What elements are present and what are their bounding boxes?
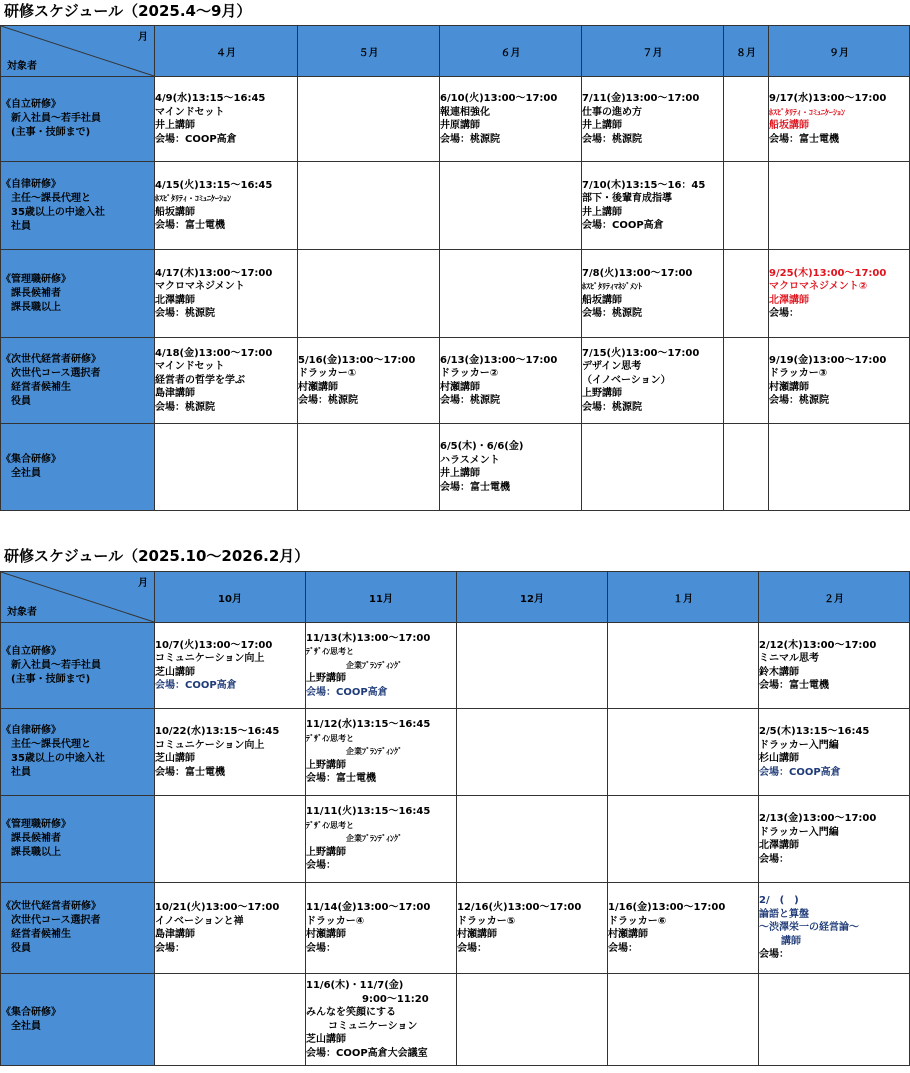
schedule-cell: 6/5(木)・6/6(金) ハラスメント 井上講師 会場：富士電機 xyxy=(440,424,582,511)
schedule-cell: 7/10(木)13:15〜16：45 部下・後輩育成指導 井上講師 会場：COOP高倉 xyxy=(582,162,724,250)
month-header: ５月 xyxy=(298,26,440,77)
schedule-cell: 11/12(水)13:15〜16:45 ﾃﾞｻﾞｲﾝ思考と 企業ﾌﾞﾗﾝﾃﾞｨﾝｸﾞ 上野講師 会場：富士電機 xyxy=(306,709,457,796)
schedule-cell: 12/16(火)13:00〜17:00 ドラッカー⑤ 村瀬講師 会場： xyxy=(457,883,608,974)
schedule-cell-empty xyxy=(608,796,759,883)
schedule-cell: 9/25(木)13:00〜17:00 マクロマネジメント② 北澤講師 会場： xyxy=(769,250,910,338)
corner-header xyxy=(1,572,155,623)
category-cell: 《管理職研修》 課長候補者 課長職以上 xyxy=(1,250,155,338)
category-cell: 《集合研修》 全社員 xyxy=(1,424,155,511)
month-header: ９月 xyxy=(769,26,910,77)
schedule2-table xyxy=(0,571,910,1066)
schedule1-title: 研修スケジュール（2025.4〜9月） xyxy=(4,2,252,20)
schedule-cell: 5/16(金)13:00〜17:00 ドラッカー① 村瀬講師 会場：桃源院 xyxy=(298,338,440,424)
schedule-cell-empty xyxy=(457,709,608,796)
schedule-cell: 11/13(木)13:00〜17:00 ﾃﾞｻﾞｲﾝ思考と 企業ﾌﾞﾗﾝﾃﾞｨﾝｸﾞ 上野講師 会場：COOP高倉 xyxy=(306,623,457,709)
corner-target-label: 対象者 xyxy=(7,607,37,618)
schedule-cell-empty xyxy=(298,162,440,250)
schedule-cell: 7/11(金)13:00〜17:00 仕事の進め方 井上講師 会場：桃源院 xyxy=(582,77,724,162)
month-header: 11月 xyxy=(306,572,457,623)
schedule-cell: 6/10(火)13:00〜17:00 報連相強化 井原講師 会場：桃源院 xyxy=(440,77,582,162)
schedule-cell: 2/12(木)13:00〜17:00 ミニマル思考 鈴木講師 会場：富士電機 xyxy=(759,623,910,709)
table-header-row xyxy=(1,26,910,77)
schedule-cell-empty xyxy=(724,162,769,250)
table-header-row xyxy=(1,572,910,623)
schedule-cell-empty xyxy=(155,974,306,1066)
table-row xyxy=(1,974,910,1066)
month-header: ６月 xyxy=(440,26,582,77)
month-header: ４月 xyxy=(155,26,298,77)
month-header: ７月 xyxy=(582,26,724,77)
schedule-cell-empty xyxy=(457,796,608,883)
category-cell: 《自立研修》 新入社員〜若手社員 (主事・技師まで) xyxy=(1,77,155,162)
schedule-cell-empty xyxy=(298,250,440,338)
schedule-cell: 4/15(火)13:15〜16:45 ﾎｽﾋﾟﾀﾘﾃｨ・ｺﾐｭﾆｹｰｼｮﾝ 船坂講師 会場：富士電機 xyxy=(155,162,298,250)
month-header: ８月 xyxy=(724,26,769,77)
table-row xyxy=(1,338,910,424)
category-cell: 《自律研修》 主任〜課長代理と 35歳以上の中途入社 社員 xyxy=(1,162,155,250)
schedule-cell-empty xyxy=(440,250,582,338)
schedule-cell: 2/5(木)13:15〜16:45 ドラッカー入門編 杉山講師 会場：COOP高倉 xyxy=(759,709,910,796)
schedule-cell-empty xyxy=(724,424,769,511)
schedule2-title: 研修スケジュール（2025.10〜2026.2月） xyxy=(4,547,310,565)
schedule-cell-empty xyxy=(608,623,759,709)
category-cell: 《自律研修》 主任〜課長代理と 35歳以上の中途入社 社員 xyxy=(1,709,155,796)
month-header: １月 xyxy=(608,572,759,623)
schedule-cell: 4/17(木)13:00〜17:00 マクロマネジメント 北澤講師 会場：桃源院 xyxy=(155,250,298,338)
schedule-cell-empty xyxy=(608,974,759,1066)
category-cell: 《管理職研修》 課長候補者 課長職以上 xyxy=(1,796,155,883)
schedule-cell-empty xyxy=(769,162,910,250)
table-row xyxy=(1,623,910,709)
schedule-cell: 2/13(金)13:00〜17:00 ドラッカー入門編 北澤講師 会場： xyxy=(759,796,910,883)
schedule-cell-empty xyxy=(457,623,608,709)
schedule-cell-empty xyxy=(759,974,910,1066)
category-cell: 《次世代経営者研修》 次世代コース選択者 経営者候補生 役員 xyxy=(1,883,155,974)
schedule1-table xyxy=(0,25,910,511)
schedule-cell: 2/ ( ) 論語と算盤 〜渋澤栄一の経営論〜 講師 会場： xyxy=(759,883,910,974)
table-row xyxy=(1,796,910,883)
schedule-cell-empty xyxy=(724,77,769,162)
table-row xyxy=(1,883,910,974)
category-cell: 《自立研修》 新入社員〜若手社員 (主事・技師まで) xyxy=(1,623,155,709)
schedule-cell-empty xyxy=(769,424,910,511)
month-header: 12月 xyxy=(457,572,608,623)
table-row xyxy=(1,250,910,338)
schedule-cell-empty xyxy=(155,424,298,511)
table-row xyxy=(1,709,910,796)
schedule-cell: 10/22(水)13:15〜16:45 コミュニケーション向上 芝山講師 会場：富士電機 xyxy=(155,709,306,796)
table-row xyxy=(1,162,910,250)
schedule-cell-empty xyxy=(457,974,608,1066)
schedule-cell-empty xyxy=(582,424,724,511)
schedule-cell: 11/11(火)13:15〜16:45 ﾃﾞｻﾞｲﾝ思考と 企業ﾌﾞﾗﾝﾃﾞｨﾝｸﾞ 上野講師 会場： xyxy=(306,796,457,883)
table-row xyxy=(1,77,910,162)
schedule-cell: 11/14(金)13:00〜17:00 ドラッカー④ 村瀬講師 会場： xyxy=(306,883,457,974)
schedule-cell: 10/21(火)13:00〜17:00 イノベーションと禅 島津講師 会場： xyxy=(155,883,306,974)
corner-month-label: 月 xyxy=(138,578,148,589)
schedule-cell-empty xyxy=(724,338,769,424)
schedule-cell: 7/15(火)13:00〜17:00 デザイン思考 （イノベーション） 上野講師 会場：桃源院 xyxy=(582,338,724,424)
schedule-cell: 9/19(金)13:00〜17:00 ドラッカー③ 村瀬講師 会場：桃源院 xyxy=(769,338,910,424)
schedule-cell: 11/6(木)・11/7(金) 9:00〜11:20 みんなを笑顔にする コミュニケーション 芝山講師 会場：COOP高倉大会議室 xyxy=(306,974,457,1066)
category-cell: 《次世代経営者研修》 次世代コース選択者 経営者候補生 役員 xyxy=(1,338,155,424)
schedule-cell: 1/16(金)13:00〜17:00 ドラッカー⑥ 村瀬講師 会場： xyxy=(608,883,759,974)
schedule-cell: 9/17(水)13:00〜17:00 ﾎｽﾋﾟﾀﾘﾃｨ・ｺﾐｭﾆｹｰｼｮﾝ 船坂講師 会場：富士電機 xyxy=(769,77,910,162)
schedule-cell-empty xyxy=(298,424,440,511)
category-cell: 《集合研修》 全社員 xyxy=(1,974,155,1066)
schedule-cell-empty xyxy=(608,709,759,796)
table-row xyxy=(1,424,910,511)
schedule-cell-empty xyxy=(298,77,440,162)
schedule-cell: 6/13(金)13:00〜17:00 ドラッカー② 村瀬講師 会場：桃源院 xyxy=(440,338,582,424)
schedule-cell-empty xyxy=(440,162,582,250)
month-header: ２月 xyxy=(759,572,910,623)
month-header: 10月 xyxy=(155,572,306,623)
schedule-cell: 4/18(金)13:00〜17:00 マインドセット 経営者の哲学を学ぶ 島津講師 会場：桃源院 xyxy=(155,338,298,424)
corner-target-label: 対象者 xyxy=(7,61,37,72)
schedule-cell-empty xyxy=(155,796,306,883)
schedule-cell: 4/9(水)13:15〜16:45 マインドセット 井上講師 会場：COOP高倉 xyxy=(155,77,298,162)
corner-month-label: 月 xyxy=(138,32,148,43)
schedule-cell-empty xyxy=(724,250,769,338)
corner-header xyxy=(1,26,155,77)
schedule-cell: 10/7(火)13:00〜17:00 コミュニケーション向上 芝山講師 会場：COOP高倉 xyxy=(155,623,306,709)
schedule-cell: 7/8(火)13:00〜17:00 ﾎｽﾋﾟﾀﾘﾃｨﾏﾈｼﾞﾒﾝﾄ 船坂講師 会場：桃源院 xyxy=(582,250,724,338)
